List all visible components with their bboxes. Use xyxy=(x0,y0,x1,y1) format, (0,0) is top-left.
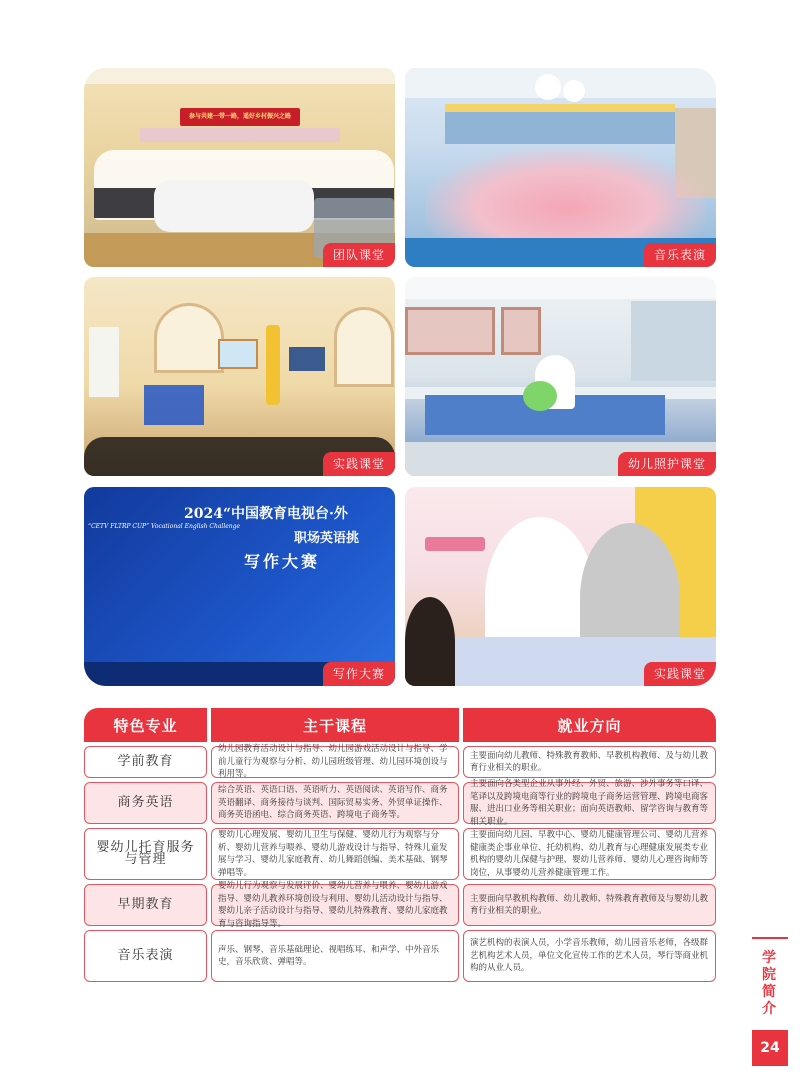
section-label: 学院简介 xyxy=(762,950,776,1017)
photo-caption: 幼儿照护课堂 xyxy=(618,452,716,476)
photo-music-performance xyxy=(405,68,716,267)
major-courses: 声乐、钢琴、音乐基础理论、视唱练耳、和声学、中外音乐史，音乐欣赏、弹唱等。 xyxy=(211,930,459,982)
team-banner-text: 参与共建一带一路，遥好乡村振兴之路 xyxy=(188,113,291,120)
photo-caption: 写作大赛 xyxy=(323,662,395,686)
side-divider xyxy=(752,937,788,939)
photo-grid xyxy=(84,68,716,688)
major-courses: 综合英语、英语口语、英语听力、英语阅读、英语写作、商务英语翻译、商务接待与谈判、国际贸易实务、外贸单证操作、商务英语函电、综合商务英语、跨境电子商务等。 xyxy=(211,782,459,824)
photo-writing-contest xyxy=(84,487,395,686)
photo-team-classroom xyxy=(84,68,395,267)
photo-practice-classroom-2 xyxy=(405,487,716,686)
major-jobs: 主要面向幼儿教师、特殊教育教师、早教机构教师、及与幼儿教育行业相关的职业。 xyxy=(463,746,716,778)
major-courses: 婴幼儿行为观察与发展评价、婴幼儿营养与喂养、婴幼儿游戏指导、婴幼儿教养环境创设与利用、婴幼儿活动设计与指导、婴幼儿亲子活动设计与指导、婴幼儿特殊教育、婴幼儿家庭教育与咨询指导等。 xyxy=(211,884,459,926)
childcare-classroom-scene xyxy=(405,277,716,476)
table-row xyxy=(84,779,716,827)
header-major: 特色专业 xyxy=(84,708,207,742)
photo-caption: 团队课堂 xyxy=(323,243,395,267)
contest-logo-text: “CETV FLTRP CUP” Vocational English Challenge xyxy=(88,523,241,530)
major-jobs: 主要面向早教机构教师、幼儿教师、特殊教育教师及与婴幼儿教育行业相关的职业。 xyxy=(463,884,716,926)
photo-caption: 音乐表演 xyxy=(644,243,716,267)
major-courses: 婴幼儿心理发展、婴幼儿卫生与保健、婴幼儿行为观察与分析、婴幼儿营养与喂养、婴幼儿游戏设计与指导、特殊儿童发展与学习、婴幼儿家庭教育、幼儿舞蹈创编、美术基础、钢琴弹唱等。 xyxy=(211,828,459,880)
table-row xyxy=(84,881,716,929)
majors-table xyxy=(84,708,716,982)
header-courses: 主干课程 xyxy=(211,708,459,742)
major-name: 商务英语 xyxy=(84,782,207,824)
photo-caption: 实践课堂 xyxy=(644,662,716,686)
photo-childcare-classroom xyxy=(405,277,716,476)
page-number: 24 xyxy=(752,1030,788,1066)
music-performance-scene xyxy=(405,68,716,267)
major-name: 婴幼儿托育服务与管理 xyxy=(84,828,207,880)
table-row xyxy=(84,746,716,778)
table-row xyxy=(84,828,716,880)
contest-title-line3: 写作大赛 xyxy=(244,552,321,571)
photo-practice-classroom xyxy=(84,277,395,476)
header-jobs: 就业方向 xyxy=(463,708,716,742)
team-classroom-scene xyxy=(84,68,395,267)
major-name: 音乐表演 xyxy=(84,930,207,982)
contest-title-line1: 2024“中国教育电视台·外 xyxy=(184,506,348,522)
major-courses: 幼儿园教育活动设计与指导、幼儿园游戏活动设计与指导、学前儿童行为观察与分析、幼儿园班级管理、幼儿园环境创设与利用等。 xyxy=(211,746,459,778)
practice-classroom-2-scene xyxy=(405,487,716,686)
major-jobs: 主要面向幼儿园、早教中心、婴幼儿健康管理公司、婴幼儿营养健康类企事业单位、托幼机构、幼儿教育与心理健康发展类专业机构的婴幼儿保健与护理、婴幼儿营养师、婴幼儿心理咨询师等岗位，从事婴幼儿营养健康管理工作。 xyxy=(463,828,716,880)
major-name: 学前教育 xyxy=(84,746,207,778)
major-jobs: 演艺机构的表演人员，小学音乐教师，幼儿园音乐老师，各级群艺机构艺术人员，单位文化宣传工作的艺术人员，琴行等商业机构的从业人员。 xyxy=(463,930,716,982)
contest-title-line2: 职场英语挑 xyxy=(294,531,360,546)
major-jobs: 主要面向各类型企业从事外经、外贸、旅游、涉外事务等口译、笔译以及跨境电商等行业的跨境电子商务运营管理、跨境电商客服、进出口业务等相关职业；面向英语教师、留学咨询与教育等相关职业。 xyxy=(463,782,716,824)
major-name: 早期教育 xyxy=(84,884,207,926)
table-header xyxy=(84,708,716,742)
practice-classroom-scene xyxy=(84,277,395,476)
photo-caption: 实践课堂 xyxy=(323,452,395,476)
table-row xyxy=(84,930,716,982)
writing-contest-scene xyxy=(84,487,395,686)
